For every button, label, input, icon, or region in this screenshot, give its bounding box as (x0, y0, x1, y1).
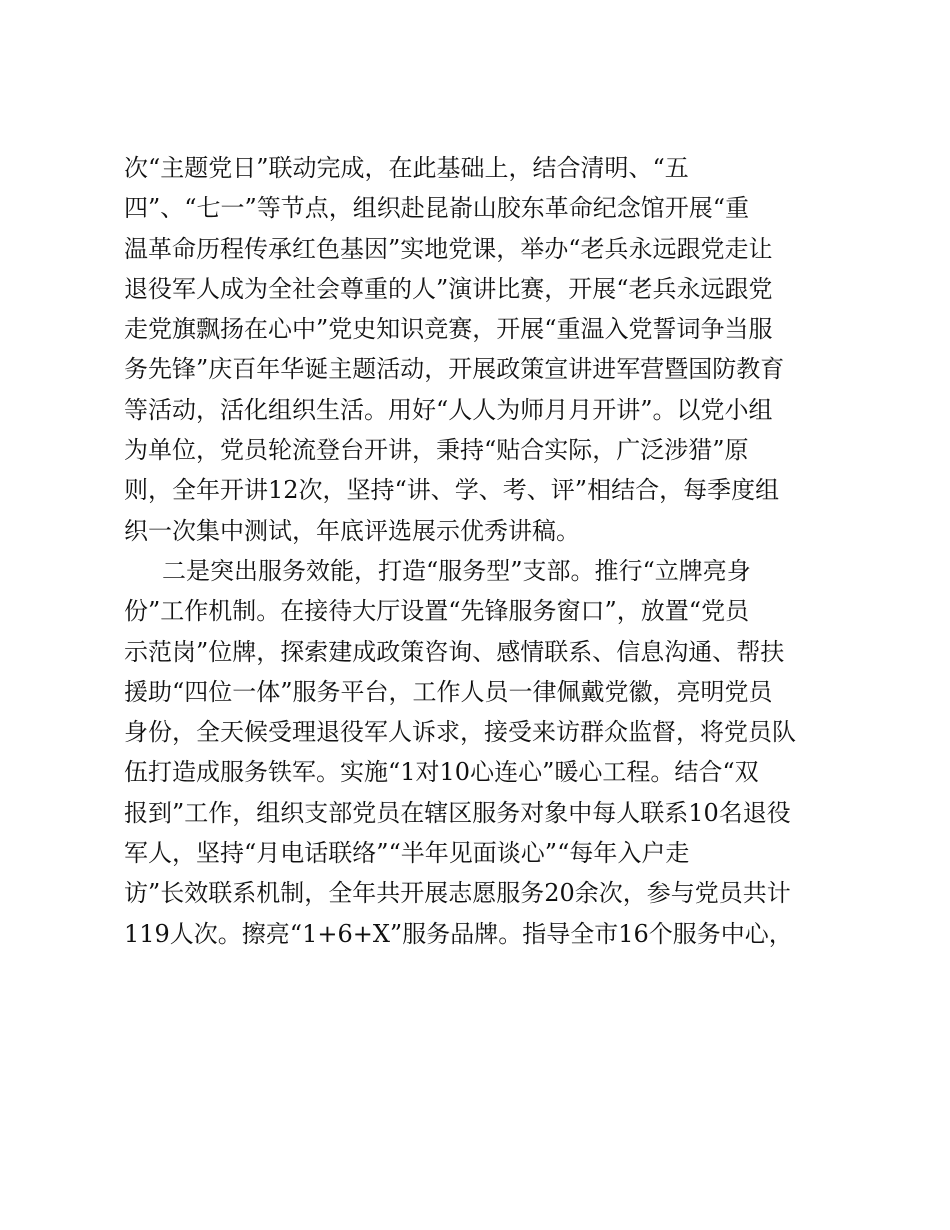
text-line: 务先锋”庆百年华诞主题活动，开展政策宣讲进军营暨国防教育 (124, 355, 785, 384)
text-line: 访”长效联系机制，全年共开展志愿服务20余次，参与党员共计 (124, 879, 791, 908)
paragraph-start-line: 二是突出服务效能，打造“服务型”支部。推行“立牌亮身 (162, 556, 751, 585)
text-line: 退役军人成为全社会尊重的人”演讲比赛，开展“老兵永远跟党 (124, 274, 773, 303)
text-line: 四”、“七一”等节点，组织赴昆嵛山胶东革命纪念馆开展“重 (124, 194, 750, 223)
text-line: 温革命历程传承红色基因”实地党课，举办“老兵永远跟党走让 (124, 234, 773, 263)
text-line: 为单位，党员轮流登台开讲，秉持“贴合实际，广泛涉猎”原 (124, 436, 749, 465)
text-line: 等活动，活化组织生活。用好“人人为师月月开讲”。以党小组 (124, 395, 773, 424)
text-line: 报到”工作，组织支部党员在辖区服务对象中每人联系10名退役 (124, 798, 791, 827)
text-line: 身份，全天候受理退役军人诉求，接受来访群众监督，将党员队 (124, 718, 796, 747)
text-line: 次“主题党日”联动完成，在此基础上，结合清明、“五 (124, 154, 689, 182)
text-line: 份”工作机制。在接待大厅设置“先锋服务窗口”，放置“党员 (124, 597, 750, 626)
text-line: 伍打造成服务铁军。实施“1对10心连心”暖心工程。结合“双 (124, 758, 759, 787)
text-line: 军人，坚持“月电话联络”“半年见面谈心”“每年入户走 (124, 839, 690, 868)
text-line: 示范岗”位牌，探索建成政策咨询、感情联系、信息沟通、帮扶 (124, 637, 785, 666)
text-line: 119人次。擦亮“1+6+X”服务品牌。指导全市16个服务中心， (124, 919, 793, 948)
text-line: 援助“四位一体”服务平台，工作人员一律佩戴党徽，亮明党员 (124, 677, 773, 706)
text-line: 走党旗飘扬在心中”党史知识竞赛，开展“重温入党誓词争当服 (124, 315, 773, 344)
text-line: 织一次集中测试，年底评选展示优秀讲稿。 (124, 516, 580, 545)
text-line: 则，全年开讲12次，坚持“讲、学、考、评”相结合，每季度组 (124, 476, 780, 505)
body-text (124, 148, 834, 954)
